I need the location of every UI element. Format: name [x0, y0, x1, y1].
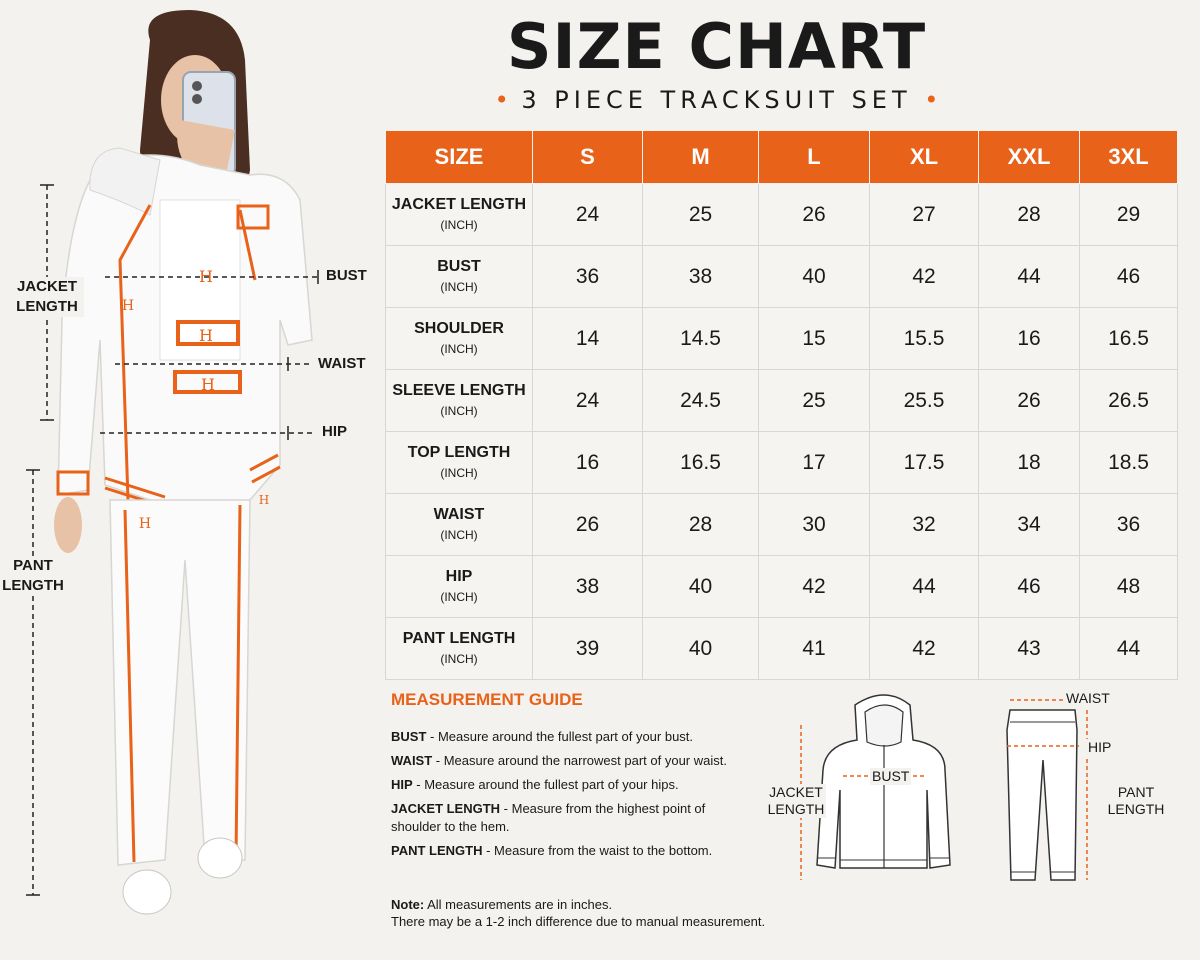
table-body	[386, 184, 1178, 680]
sketch-jacket-length-label: JACKET LENGTH	[767, 784, 825, 817]
row-label	[386, 618, 533, 680]
table-cell: 14.5	[643, 308, 759, 370]
table-cell: 38	[533, 556, 643, 618]
table-cell: 30	[759, 494, 870, 556]
table-row	[386, 556, 1178, 618]
table-cell: 40	[643, 556, 759, 618]
page-subtitle	[385, 86, 1048, 114]
guide-text: - Measure around the fullest part of your hips.	[412, 777, 679, 792]
note-line2: There may be a 1-2 inch difference due to manual measurement.	[391, 914, 766, 929]
row-label-text: HIP	[445, 567, 473, 585]
guide-term: HIP	[391, 777, 413, 792]
table-cell: 36	[1080, 494, 1178, 556]
header-size: SIZE	[386, 131, 533, 184]
sketch-bust-label: BUST	[872, 768, 910, 784]
logo-h-jacket: H	[121, 298, 135, 314]
row-label	[386, 246, 533, 308]
guide-text: - Measure around the narrowest part of your waist.	[432, 753, 727, 768]
row-label	[386, 556, 533, 618]
table-cell: 16.5	[643, 432, 759, 494]
logo-h-pant-band: H	[201, 375, 215, 394]
table-cell: 25.5	[870, 370, 979, 432]
guide-item	[391, 728, 751, 746]
table-cell: 38	[643, 246, 759, 308]
table-cell: 15	[759, 308, 870, 370]
page-title: SIZE CHART	[506, 10, 927, 83]
row-label-unit: (INCH)	[440, 403, 478, 418]
table-cell: 25	[643, 184, 759, 246]
table-cell: 46	[1080, 246, 1178, 308]
left-shoe	[123, 870, 171, 914]
note-line1: All measurements are in inches.	[424, 897, 613, 912]
table-cell: 43	[979, 618, 1080, 680]
guide-term: WAIST	[391, 753, 433, 768]
row-label-text: TOP LENGTH	[407, 443, 511, 461]
table-cell: 39	[533, 618, 643, 680]
table-row	[386, 184, 1178, 246]
guide-item	[391, 776, 751, 794]
bullet-dot-right: •	[924, 86, 939, 114]
row-label-text: PANT LENGTH	[402, 629, 516, 647]
row-label	[386, 370, 533, 432]
row-label	[386, 432, 533, 494]
table-cell: 36	[533, 246, 643, 308]
header-m: M	[643, 131, 759, 184]
table-cell: 40	[643, 618, 759, 680]
table-cell: 32	[870, 494, 979, 556]
header-3xl: 3XL	[1080, 131, 1178, 184]
table-row	[386, 432, 1178, 494]
table-cell: 17	[759, 432, 870, 494]
row-label-unit: (INCH)	[440, 279, 478, 294]
table-cell: 26	[533, 494, 643, 556]
table-cell: 28	[979, 184, 1080, 246]
guide-item	[391, 842, 751, 860]
sketch-waist-label: WAIST	[1066, 690, 1110, 706]
row-label	[386, 494, 533, 556]
bullet-dot-left: •	[494, 86, 509, 114]
logo-h-jacket-hem: H	[258, 493, 270, 507]
table-cell: 26	[979, 370, 1080, 432]
jacket-length-label: JACKET LENGTH	[10, 277, 84, 317]
row-label-text: SHOULDER	[414, 319, 504, 337]
table-row	[386, 370, 1178, 432]
header-l: L	[759, 131, 870, 184]
table-row	[386, 494, 1178, 556]
row-label-unit: (INCH)	[440, 651, 478, 666]
logo-h-band: H	[199, 326, 213, 345]
guide-item	[391, 752, 751, 770]
row-label-unit: (INCH)	[440, 465, 478, 480]
guide-text: - Measure from the highest point of shoulder to the hem.	[391, 801, 706, 834]
sketch-hip-label: HIP	[1088, 739, 1112, 755]
row-label-unit: (INCH)	[440, 589, 478, 604]
size-table	[385, 131, 1178, 680]
guide-term: PANT LENGTH	[391, 843, 483, 858]
table-cell: 41	[759, 618, 870, 680]
table-cell: 26	[759, 184, 870, 246]
table-cell: 42	[759, 556, 870, 618]
table-cell: 42	[870, 618, 979, 680]
row-label-text: BUST	[437, 257, 481, 275]
guide-term: BUST	[391, 729, 427, 744]
table-cell: 16	[533, 432, 643, 494]
logo-h-pant: H	[138, 516, 152, 532]
row-label	[386, 184, 533, 246]
row-label-unit: (INCH)	[440, 527, 478, 542]
guide-title: MEASUREMENT GUIDE	[391, 690, 583, 709]
pants	[110, 500, 250, 865]
note-term: Note:	[391, 897, 425, 912]
table-cell: 34	[979, 494, 1080, 556]
table-cell: 44	[979, 246, 1080, 308]
phone-camera	[192, 81, 202, 91]
table-row	[386, 246, 1178, 308]
table-cell: 27	[870, 184, 979, 246]
row-label	[386, 308, 533, 370]
table-cell: 44	[1080, 618, 1178, 680]
table-cell: 40	[759, 246, 870, 308]
table-cell: 15.5	[870, 308, 979, 370]
table-cell: 29	[1080, 184, 1178, 246]
table-cell: 18	[979, 432, 1080, 494]
table-cell: 26.5	[1080, 370, 1178, 432]
row-label-text: SLEEVE LENGTH	[392, 381, 526, 399]
guide-text: - Measure from the waist to the bottom.	[482, 843, 713, 858]
table-cell: 46	[979, 556, 1080, 618]
header-xxl: XXL	[979, 131, 1080, 184]
bust-label: BUST	[326, 267, 367, 284]
left-hand	[54, 497, 82, 553]
row-label-unit: (INCH)	[440, 341, 478, 356]
table-cell: 14	[533, 308, 643, 370]
table-cell: 16	[979, 308, 1080, 370]
table-cell: 24.5	[643, 370, 759, 432]
table-cell: 16.5	[1080, 308, 1178, 370]
table-cell: 28	[643, 494, 759, 556]
hip-label: HIP	[322, 423, 348, 440]
table-header-row	[386, 131, 1178, 184]
table-cell: 42	[870, 246, 979, 308]
right-shoe	[198, 838, 242, 878]
table-row	[386, 308, 1178, 370]
table-cell: 48	[1080, 556, 1178, 618]
subtitle-text: 3 PIECE TRACKSUIT SET	[521, 86, 912, 114]
table-row	[386, 618, 1178, 680]
row-label-unit: (INCH)	[440, 217, 478, 232]
sketch-pant-length-label: PANT LENGTH	[1107, 784, 1165, 817]
table-cell: 25	[759, 370, 870, 432]
row-label-text: WAIST	[433, 505, 485, 523]
pants-sketch	[995, 690, 1090, 890]
header-s: S	[533, 131, 643, 184]
guide-list	[391, 728, 751, 866]
guide-term: JACKET LENGTH	[391, 801, 501, 816]
pant-length-label: PANT LENGTH	[0, 556, 66, 596]
waist-label: WAIST	[318, 355, 366, 372]
guide-item	[391, 800, 751, 836]
table-cell: 24	[533, 184, 643, 246]
table-cell: 17.5	[870, 432, 979, 494]
note	[391, 896, 811, 930]
table-cell: 24	[533, 370, 643, 432]
guide-text: - Measure around the fullest part of your bust.	[426, 729, 694, 744]
header-xl: XL	[870, 131, 979, 184]
model-photo	[0, 0, 340, 960]
table-cell: 18.5	[1080, 432, 1178, 494]
row-label-text: JACKET LENGTH	[391, 195, 527, 213]
table-cell: 44	[870, 556, 979, 618]
logo-h-top: H	[199, 267, 213, 286]
